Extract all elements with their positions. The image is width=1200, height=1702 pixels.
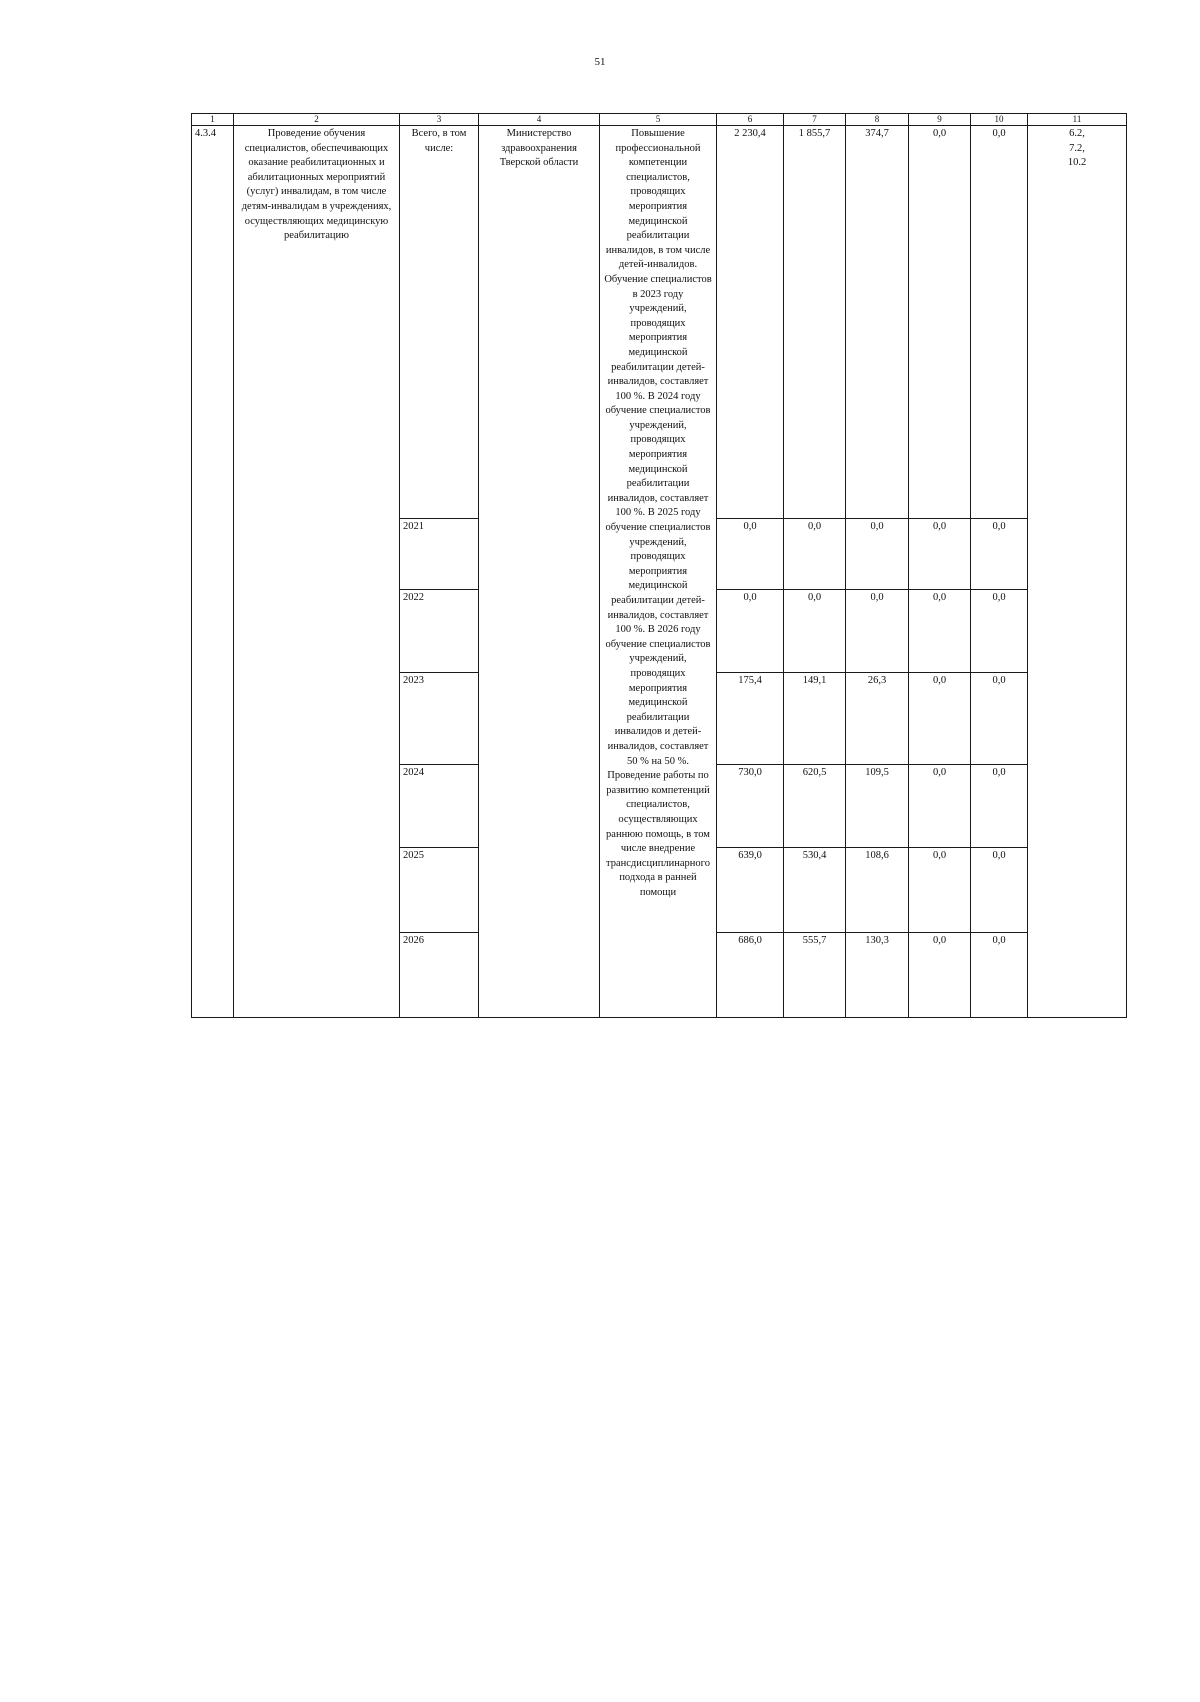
header-row [192, 114, 1127, 126]
total-col-10: 0,0 [971, 126, 1028, 519]
total-col-6: 2 230,4 [717, 126, 784, 519]
year-value: 0,0 [909, 933, 971, 1018]
year-value: 0,0 [784, 590, 846, 673]
year-value: 0,0 [971, 848, 1028, 933]
indicator-codes [1028, 126, 1127, 1018]
year-value: 0,0 [846, 590, 909, 673]
year-label: 2022 [400, 590, 479, 673]
header-cell: 11 [1028, 114, 1127, 126]
activity-code: 4.3.4 [192, 126, 234, 1018]
header-cell: 4 [479, 114, 600, 126]
year-value: 686,0 [717, 933, 784, 1018]
expected-result: Повышение профессиональной компетенции специалистов, проводящих мероприятия медицинской реабилитации инвалидов, в том числе детей-инвалидов. Обучение специалистов в 2023 году учреждений, проводящих мероприятия медицинской реабилитации детей-инвалидов, составляет 100 %. В 2024 году обучение специалистов учреждений, проводящих мероприятия медицинской реабилитации инвалидов, составляет 100 %. В 2025 году обучение специалистов учреждений, проводящих мероприятия медицинской реабилитации детей-инвалидов, составляет 100 %. В 2026 году обучение специалистов учреждений, проводящих мероприятия медицинской реабилитации инвалидов и детей-инвалидов, составляет 50 % на 50 %. Проведение работы по развитию компетенций специалистов, осуществляющих раннюю помощь, в том числе внедрение трансдисциплинарного подхода в ранней помощи [600, 126, 717, 1018]
year-value: 0,0 [971, 765, 1028, 848]
total-col-9: 0,0 [909, 126, 971, 519]
year-value: 0,0 [784, 519, 846, 590]
year-value: 555,7 [784, 933, 846, 1018]
total-label: Всего, в том числе: [400, 126, 479, 519]
header-cell: 6 [717, 114, 784, 126]
header-cell: 2 [234, 114, 400, 126]
year-value: 730,0 [717, 765, 784, 848]
header-cell: 1 [192, 114, 234, 126]
year-value: 0,0 [846, 519, 909, 590]
year-value: 149,1 [784, 673, 846, 765]
year-label: 2023 [400, 673, 479, 765]
program-table [191, 113, 1127, 1018]
year-value: 108,6 [846, 848, 909, 933]
year-value: 130,3 [846, 933, 909, 1018]
indicator-code: 6.2, [1069, 128, 1085, 139]
year-value: 0,0 [971, 673, 1028, 765]
header-cell: 7 [784, 114, 846, 126]
year-value: 175,4 [717, 673, 784, 765]
year-value: 0,0 [971, 933, 1028, 1018]
header-cell: 9 [909, 114, 971, 126]
year-label: 2026 [400, 933, 479, 1018]
year-label: 2025 [400, 848, 479, 933]
year-value: 0,0 [717, 590, 784, 673]
total-col-7: 1 855,7 [784, 126, 846, 519]
year-value: 530,4 [784, 848, 846, 933]
year-value: 620,5 [784, 765, 846, 848]
year-value: 0,0 [909, 590, 971, 673]
year-value: 109,5 [846, 765, 909, 848]
year-value: 0,0 [971, 590, 1028, 673]
year-value: 0,0 [909, 673, 971, 765]
indicator-code: 10.2 [1067, 157, 1087, 169]
executor: Министерство здравоохранения Тверской области [479, 126, 600, 1018]
year-value: 0,0 [909, 848, 971, 933]
year-label: 2024 [400, 765, 479, 848]
year-value: 0,0 [717, 519, 784, 590]
total-col-8: 374,7 [846, 126, 909, 519]
indicator-code: 7.2, [1069, 142, 1085, 154]
year-label: 2021 [400, 519, 479, 590]
year-value: 0,0 [971, 519, 1028, 590]
year-value: 639,0 [717, 848, 784, 933]
activity-name: Проведение обучения специалистов, обеспечивающих оказание реабилитационных и абилитационных мероприятий (услуг) инвалидам, в том числе детям-инвалидам в учреждениях, осуществляющих медицинскую реабилитацию [234, 126, 400, 1018]
page-number: 51 [594, 56, 606, 68]
year-value: 0,0 [909, 519, 971, 590]
table-row [192, 126, 1127, 519]
year-value: 26,3 [846, 673, 909, 765]
header-cell: 10 [971, 114, 1028, 126]
year-value: 0,0 [909, 765, 971, 848]
header-cell: 3 [400, 114, 479, 126]
header-cell: 8 [846, 114, 909, 126]
header-cell: 5 [600, 114, 717, 126]
